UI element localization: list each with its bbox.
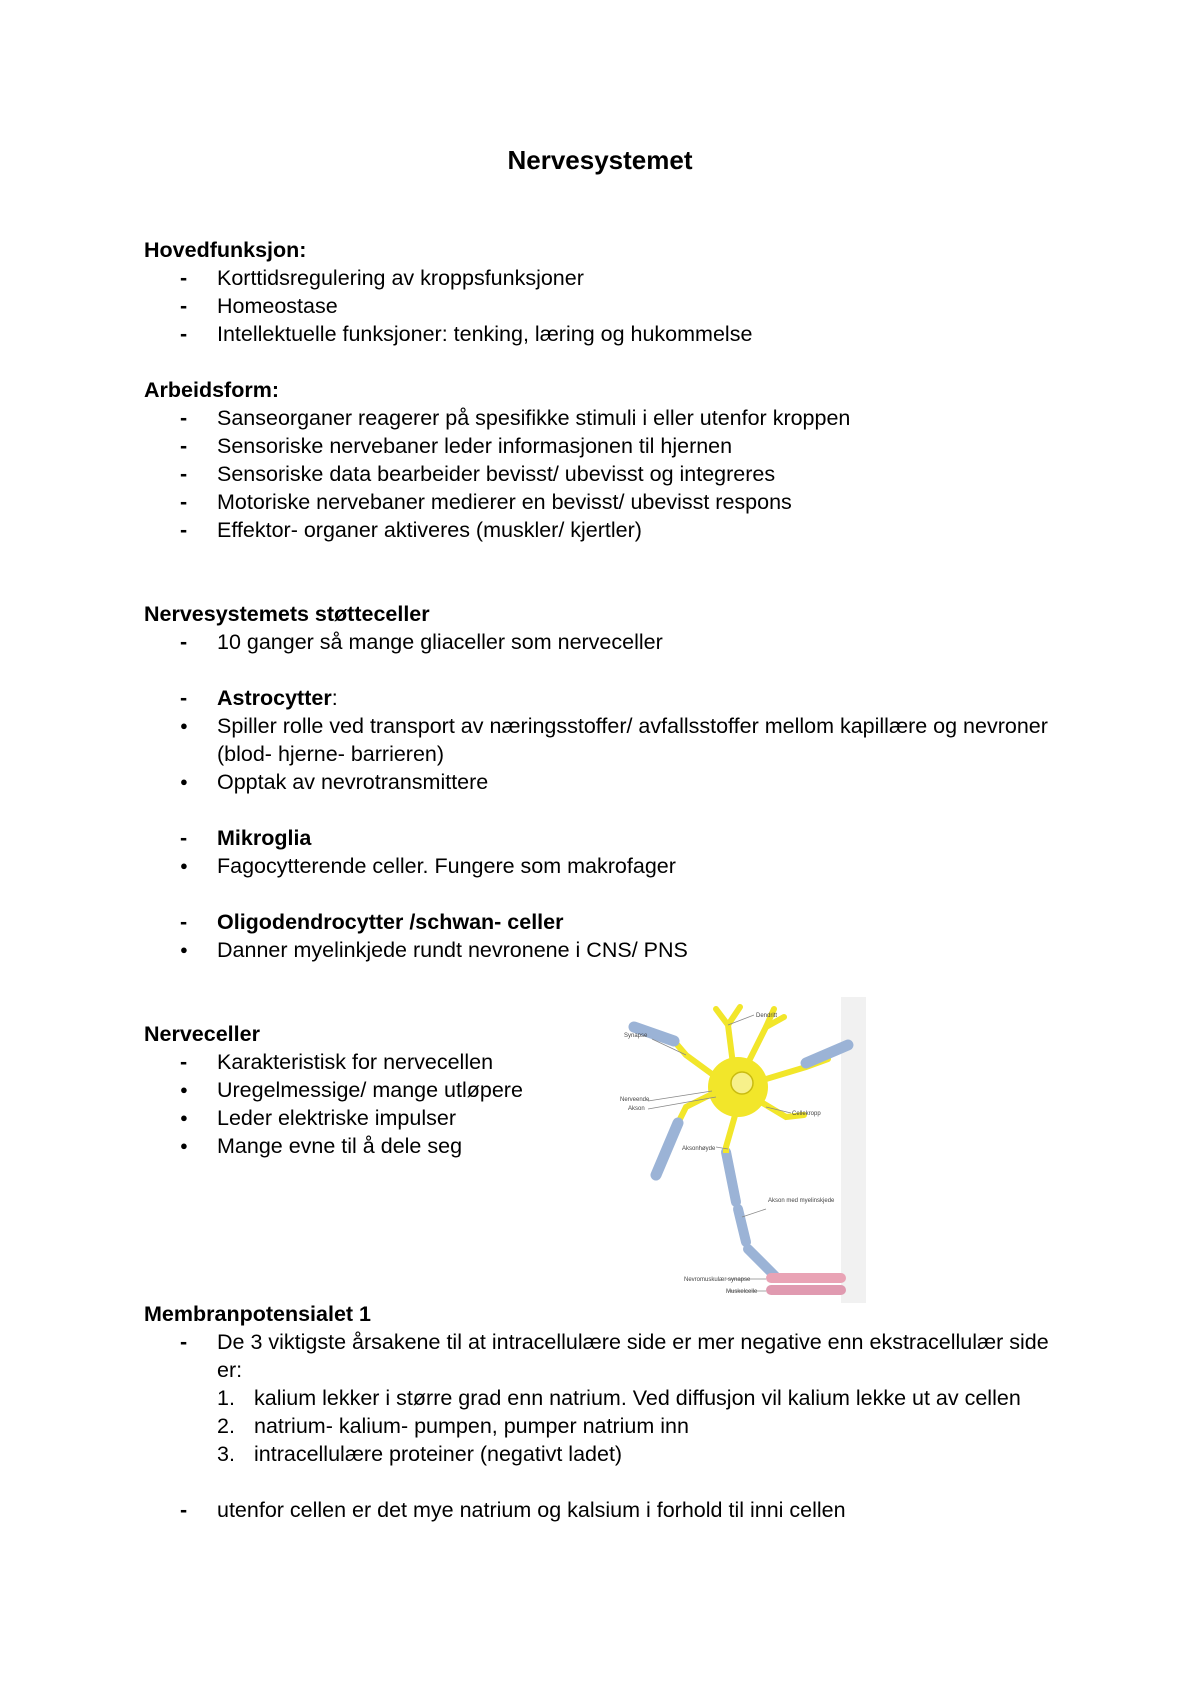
numbered-item: 3. intracellulære proteiner (negativt ladet) (217, 1442, 623, 1466)
list-item: - 10 ganger så mange gliaceller som nerveceller (180, 630, 663, 654)
dash-marker: - (180, 826, 188, 850)
label-muskelcelle: Muskelcelle (726, 1289, 758, 1295)
bullet-marker: ● (180, 858, 188, 873)
label-aksonhoyde: Aksonhøyde (682, 1146, 716, 1152)
section-membranpotensialet (144, 1300, 1064, 1524)
bullet-marker: ● (180, 942, 188, 957)
dash-marker: - (180, 406, 188, 430)
label-cellekropp: Cellekropp (792, 1111, 821, 1117)
list-item: - Motoriske nervebaner medierer en bevisst/ ubevisst respons (180, 490, 792, 514)
dash-marker: - (180, 1050, 188, 1074)
bullet-marker: ● (180, 718, 188, 733)
list-item: ● Uregelmessige/ mange utløpere (180, 1078, 523, 1102)
bullet-marker: ● (180, 1138, 188, 1153)
label-dendritt: Dendritt (756, 1013, 778, 1019)
list-item: - De 3 viktigste årsakene til at intracellulære side er mer negative enn ekstracellulær side er: 1. kalium lekker i større grad enn natrium. Ved diffusjon vil kalium lekke ut av cellen 2. natrium- kalium- pumpen, pumper natrium inn 3. intracellulære proteiner (negativt ladet) (144, 1328, 1064, 1468)
label-nevromuskular: Nevromuskulær synapse (684, 1277, 751, 1283)
section-heading: Nerveceller (144, 1022, 260, 1046)
neuron-illustration (616, 997, 866, 1303)
section-arbeidsform (144, 376, 1064, 544)
list-item: ● Danner myelinkjede rundt nevronene i CNS/ PNS (180, 938, 688, 962)
dash-marker: - (180, 686, 188, 710)
section-heading: Arbeidsform: (144, 378, 279, 402)
dash-marker: - (180, 266, 188, 290)
list-item: - Sensoriske nervebaner leder informasjonen til hjernen (180, 434, 733, 458)
subheading-mikroglia: - Mikroglia (180, 826, 312, 850)
numbered-item: 2. natrium- kalium- pumpen, pumper natrium inn (217, 1414, 689, 1438)
bullet-marker: ● (180, 774, 188, 789)
section-nerveceller (144, 1020, 624, 1160)
label-nerveende: Nerveende (620, 1097, 650, 1103)
dash-marker: - (180, 322, 188, 346)
list-item: - utenfor cellen er det mye natrium og kalsium i forhold til inni cellen (180, 1498, 846, 1522)
dash-marker: - (180, 434, 188, 458)
section-heading: Membranpotensialet 1 (144, 1302, 371, 1326)
dash-marker: - (180, 1498, 188, 1522)
dash-marker: - (180, 630, 188, 654)
section-heading: Nervesystemets støtteceller (144, 602, 430, 626)
dash-marker: - (180, 294, 188, 318)
list-item: ● Spiller rolle ved transport av næringsstoffer/ avfallsstoffer mellom kapillære og nevroner (blod- hjerne- barrieren) (180, 714, 1048, 766)
subheading-oligodendrocytter: - Oligodendrocytter /schwan- celler (180, 910, 564, 934)
list-item: ● Opptak av nevrotransmittere (180, 770, 489, 794)
section-hovedfunksjon (144, 236, 1064, 348)
list-item: - Effektor- organer aktiveres (muskler/ kjertler) (180, 518, 642, 542)
bullet-marker: ● (180, 1082, 188, 1097)
list-item: ● Fagocytterende celler. Fungere som makrofager (180, 854, 676, 878)
list-item: ● Leder elektriske impulser (180, 1106, 456, 1130)
section-stotteceller (144, 600, 1064, 964)
list-item: ● Mange evne til å dele seg (180, 1134, 463, 1158)
list-item: - Korttidsregulering av kroppsfunksjoner (180, 266, 584, 290)
bullet-marker: ● (180, 1110, 188, 1125)
list-item: - Karakteristisk for nervecellen (180, 1050, 494, 1074)
dash-marker: - (180, 518, 188, 542)
dash-marker: - (180, 462, 188, 486)
label-akson: Akson (628, 1106, 645, 1112)
numbered-item: 1. kalium lekker i større grad enn natrium. Ved diffusjon vil kalium lekke ut av cellen (217, 1386, 1021, 1410)
subheading-astrocytter: - Astrocytter: (180, 686, 338, 710)
dash-marker: - (180, 490, 188, 514)
list-item: - Intellektuelle funksjoner: tenking, læring og hukommelse (180, 322, 753, 346)
dash-marker: - (180, 1330, 188, 1354)
list-item: - Sanseorganer reagerer på spesifikke stimuli i eller utenfor kroppen (180, 406, 851, 430)
label-synapse: Synapse (624, 1033, 648, 1039)
label-akson-myelin: Akson med myelinskjede (768, 1198, 835, 1204)
list-item: - Sensoriske data bearbeider bevisst/ ubevisst og integreres (180, 462, 776, 486)
list-item: - Homeostase (180, 294, 338, 318)
section-heading: Hovedfunksjon: (144, 238, 307, 262)
dash-marker: - (180, 910, 188, 934)
page-title: Nervesystemet (507, 145, 693, 175)
